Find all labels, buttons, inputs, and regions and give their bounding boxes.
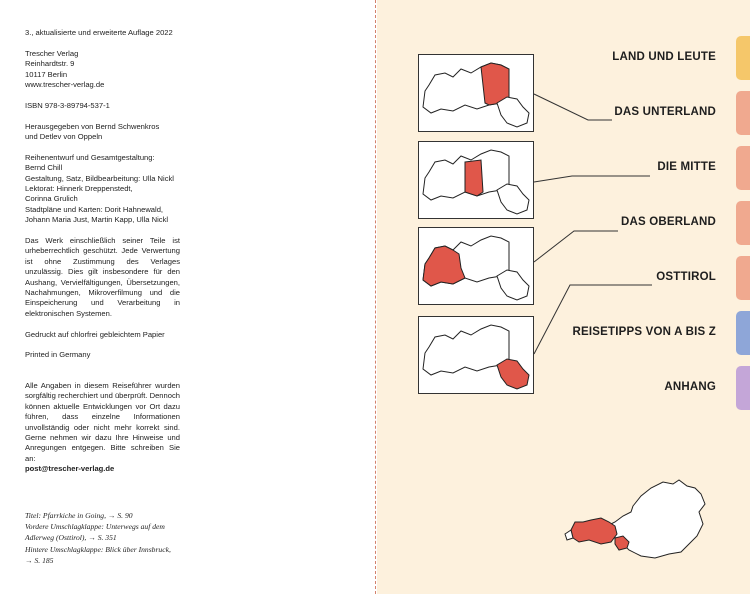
editor-line: Herausgegeben von Bernd Schwenkros [25, 121, 160, 131]
thumb-tab[interactable] [736, 36, 750, 80]
credit-line: Johann Maria Just, Martin Kapp, Ulla Nickl [25, 215, 169, 225]
credit-line: Gestaltung, Satz, Bildbearbeitung: Ulla Nickl [25, 173, 174, 183]
tirol-map-icon [419, 317, 533, 393]
publisher-city: 10117 Berlin [25, 69, 68, 79]
caption-line: Adlerweg (Osttirol), → S. 351 [25, 533, 117, 543]
connector-line [534, 94, 612, 120]
contact-email[interactable]: post@trescher-verlag.de [25, 464, 115, 474]
tirol-map-icon [419, 228, 533, 304]
editor-line: und Detlev von Oppeln [25, 132, 103, 142]
caption-line: Titel: Pfarrkiche in Going, → S. 90 [25, 511, 133, 520]
copyright-notice: Das Werk einschließlich seiner Teile ist urheberrechtlich geschützt. Jede Verwertung ist ohne Zustimmung des Verlages unzulässig. Dies gilt insbesondere für den Aushang, Vervielfältigungen, Übersetzungen, Nachahmungen, Mikroverfilmung und die Einspeicherung und Verarbeitung in elektronischen Systemen. [25, 236, 180, 318]
edition-line: 3., aktualisierte und erweiterte Auflage 2022 [25, 28, 173, 37]
connector-line [534, 285, 652, 354]
map-unterland[interactable] [418, 54, 534, 132]
chapter-osttirol[interactable]: OSTTIROL [656, 271, 716, 283]
austria-map-icon [563, 478, 713, 560]
disclaimer-text: Alle Angaben in diesem Reiseführer wurden sorgfältig recherchiert und überprüft. Dennoch können aktuelle Entwicklungen vor Ort dazu führen, dass einzelne Informationen unvollständig oder nicht mehr korrekt sind. Gerne nehmen wir dazu Ihre Hinweise und Anregungen entgegen. Bitte schreiben Sie an: [25, 380, 180, 463]
caption-line: → S. 185 [25, 555, 54, 565]
chapter-das-unterland[interactable]: DAS UNTERLAND [614, 106, 716, 118]
credit-line: Bernd Chill [25, 163, 63, 173]
credit-line: Lektorat: Hinnerk Dreppenstedt, [25, 184, 133, 194]
connector-line [534, 231, 618, 262]
credit-line: Reihenentwurf und Gesamtgestaltung: [25, 152, 155, 162]
chapter-land-und-leute[interactable]: LAND UND LEUTE [612, 51, 716, 63]
publisher-web: www.trescher-verlag.de [25, 80, 105, 90]
chapter-das-oberland[interactable]: DAS OBERLAND [620, 216, 716, 228]
map-oberland[interactable] [418, 227, 534, 305]
connector-line [534, 176, 650, 182]
chapter-die-mitte[interactable]: DIE MITTE [657, 161, 716, 173]
tirol-map-icon [419, 55, 533, 131]
thumb-tab[interactable] [736, 366, 750, 410]
caption-line: Vordere Umschlagklappe: Unterwegs auf dem [25, 522, 165, 532]
chapter-anhang[interactable]: ANHANG [664, 381, 716, 393]
map-osttirol[interactable] [418, 316, 534, 394]
credit-line: Corinna Grulich [25, 194, 78, 204]
thumb-tab[interactable] [736, 201, 750, 245]
thumb-tab[interactable] [736, 146, 750, 190]
caption-line: Hintere Umschlagklappe: Blick über Innsbruck, [25, 544, 171, 554]
isbn-line: ISBN 978-3-89794-537-1 [25, 100, 110, 110]
chapter-reisetipps[interactable]: REISETIPPS VON A BIS Z [572, 326, 716, 338]
tirol-map-icon [419, 142, 533, 218]
map-die-mitte[interactable] [418, 141, 534, 219]
thumb-tab[interactable] [736, 91, 750, 135]
printed-note: Printed in Germany [25, 350, 91, 360]
publisher-name: Trescher Verlag [25, 48, 79, 58]
publisher-street: Reinhardtstr. 9 [25, 59, 75, 69]
credit-line: Stadtpläne und Karten: Dorit Hahnewald, [25, 204, 164, 214]
paper-note: Gedruckt auf chlorfrei gebleichtem Papier [25, 329, 165, 339]
thumb-tab[interactable] [736, 311, 750, 355]
thumb-tab[interactable] [736, 256, 750, 300]
